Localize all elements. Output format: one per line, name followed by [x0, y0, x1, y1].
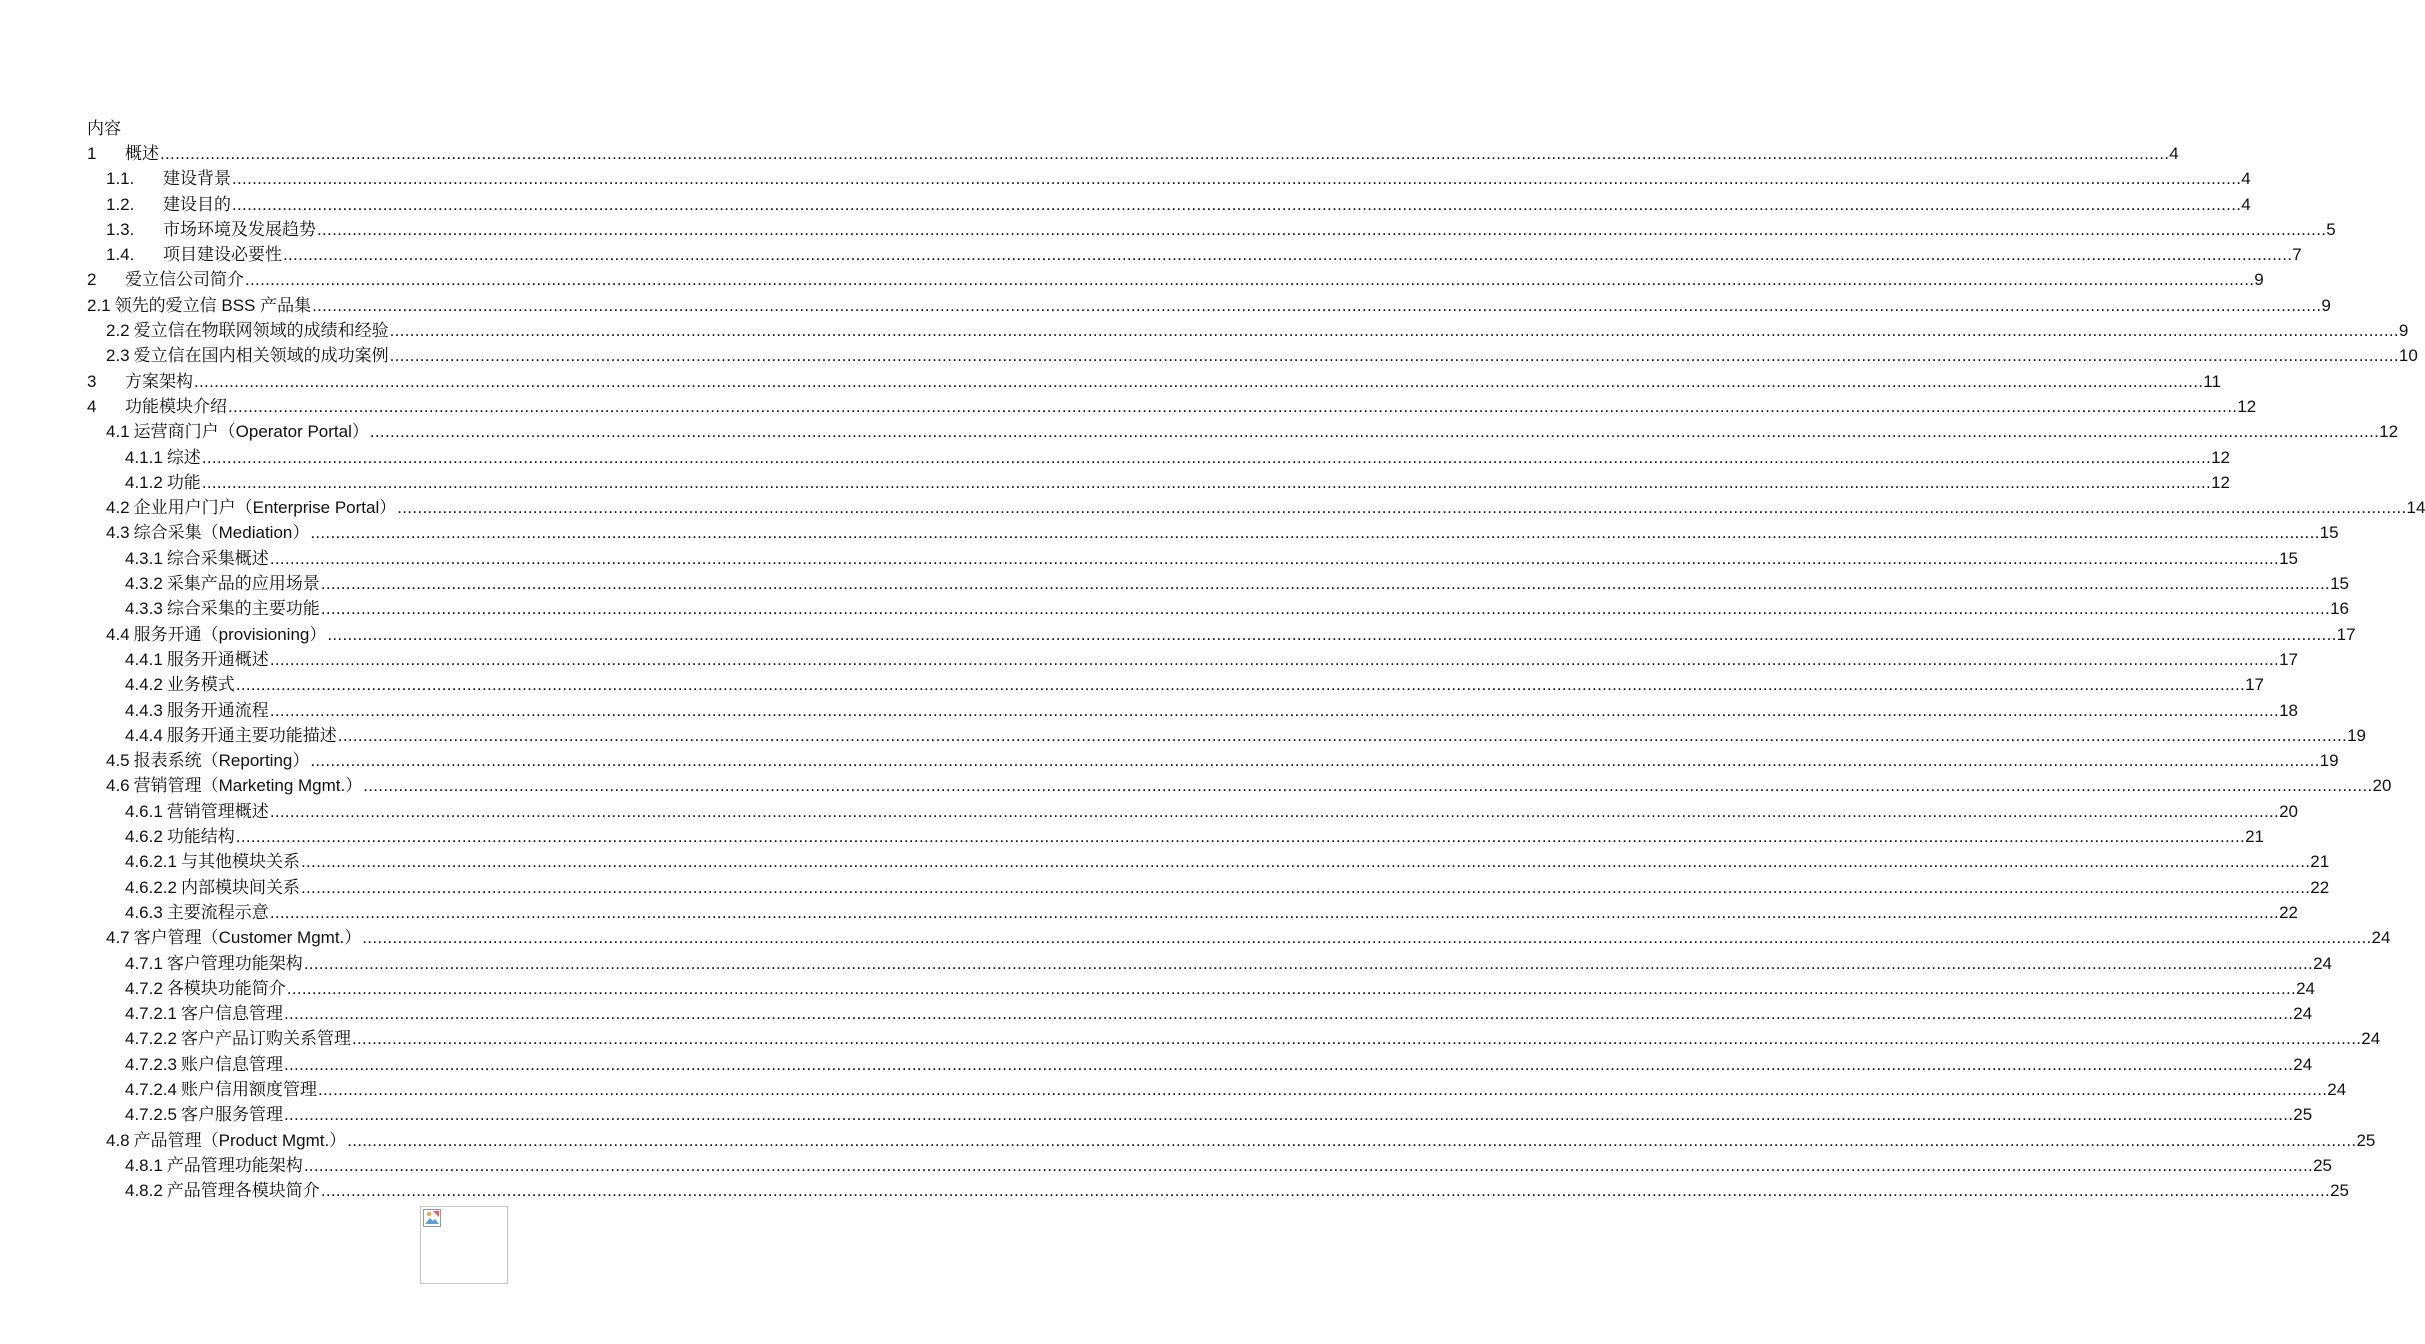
- toc-dot-leader: ................................................................................................................................................................................................................................................................................................................................................................................................................: [389, 321, 2399, 341]
- toc-dot-leader: ................................................................................................................................................................................................................................................................................................................................................................................................................: [284, 1004, 2294, 1024]
- toc-dot-leader: ................................................................................................................................................................................................................................................................................................................................................................................................................: [320, 599, 2331, 619]
- toc-dot-leader: ................................................................................................................................................................................................................................................................................................................................................................................................................: [228, 396, 2238, 416]
- toc-entry-page-number: 24: [2296, 978, 2315, 998]
- toc-entry-number: 4.6.2: [125, 827, 163, 847]
- toc-entry-page-number: 12: [2211, 447, 2230, 467]
- toc-entry-title: 功能: [166, 472, 201, 492]
- toc-entry-title: 概述: [125, 144, 159, 163]
- toc-entry[interactable]: [0, 1001, 2313, 1026]
- toc-entry-page-number: 4: [2241, 194, 2251, 214]
- toc-entry[interactable]: [0, 217, 2336, 242]
- toc-entry-title: 产品管理（Product Mgmt.）: [133, 1130, 347, 1150]
- toc-entry-number: 1.1.: [106, 169, 135, 189]
- toc-dot-leader: ................................................................................................................................................................................................................................................................................................................................................................................................................: [284, 1054, 2294, 1074]
- toc-entry-number: 4.6.2.2: [125, 877, 177, 897]
- toc-entry-title: 服务开通主要功能描述: [166, 725, 337, 745]
- toc-entry[interactable]: [0, 824, 2264, 849]
- toc-entry[interactable]: [0, 1128, 2376, 1153]
- toc-entry-title: 建设目的: [163, 194, 231, 214]
- toc-entry[interactable]: [0, 192, 2251, 217]
- toc-entry-number: 4.4: [106, 624, 130, 644]
- toc-entry-title: 客户管理（Customer Mgmt.）: [133, 928, 362, 948]
- toc-entry-number: 1.3.: [106, 219, 135, 239]
- toc-entry[interactable]: [0, 242, 2302, 267]
- toc-entry-number: 4.6.2.1: [125, 852, 177, 872]
- toc-entry[interactable]: [0, 470, 2230, 495]
- toc-entry[interactable]: [0, 1102, 2313, 1127]
- toc-entry-number: 4.4.4: [125, 725, 163, 745]
- toc-entry-number: 4.7.2.5: [125, 1105, 177, 1125]
- toc-entry-title: 企业用户门户（Enterprise Portal）: [133, 498, 397, 518]
- toc-entry[interactable]: [0, 698, 2298, 723]
- toc-entry-number: 4.3.1: [125, 548, 163, 568]
- toc-entry[interactable]: [0, 546, 2298, 571]
- toc-entry-page-number: 24: [2361, 1029, 2381, 1049]
- toc-entry-title: 与其他模块关系: [181, 852, 300, 872]
- toc-entry-number: 2: [87, 270, 97, 290]
- toc-entry-number: 4.7.2.2: [125, 1029, 177, 1049]
- toc-entry-number: 1: [87, 144, 97, 163]
- toc-dot-leader: ................................................................................................................................................................................................................................................................................................................................................................................................................: [232, 194, 2242, 214]
- toc-entry[interactable]: [0, 141, 2179, 166]
- toc-entry[interactable]: [0, 166, 2251, 191]
- toc-entry-number: 4.7.2.4: [125, 1079, 177, 1099]
- toc-entry-title: 爱立信公司简介: [125, 270, 244, 290]
- toc-entry-page-number: 9: [2321, 295, 2331, 315]
- toc-entry-page-number: 19: [2319, 751, 2339, 771]
- toc-entry[interactable]: [0, 1178, 2349, 1203]
- toc-entry-number: 4.2: [106, 498, 130, 518]
- toc-entry-number: 4.6.1: [125, 801, 163, 821]
- toc-dot-leader: ................................................................................................................................................................................................................................................................................................................................................................................................................: [317, 219, 2327, 239]
- toc-entry-page-number: 15: [2319, 523, 2339, 543]
- toc-entry-title: 市场环境及发展趋势: [163, 219, 316, 239]
- toc-dot-leader: ................................................................................................................................................................................................................................................................................................................................................................................................................: [320, 574, 2331, 594]
- toc-dot-leader: ................................................................................................................................................................................................................................................................................................................................................................................................................: [362, 928, 2372, 948]
- toc-entry-title: 建设背景: [163, 169, 231, 189]
- toc-dot-leader: ................................................................................................................................................................................................................................................................................................................................................................................................................: [194, 371, 2204, 391]
- toc-dot-leader: ................................................................................................................................................................................................................................................................................................................................................................................................................: [337, 725, 2348, 745]
- toc-entry-number: 4.8: [106, 1130, 130, 1150]
- toc-dot-leader: ................................................................................................................................................................................................................................................................................................................................................................................................................: [245, 270, 2255, 290]
- toc-dot-leader: ................................................................................................................................................................................................................................................................................................................................................................................................................: [389, 346, 2399, 366]
- toc-entry[interactable]: [0, 773, 2392, 798]
- toc-entry-title: 客户服务管理: [181, 1105, 283, 1125]
- toc-entry[interactable]: [0, 293, 2331, 318]
- toc-entry-title: 项目建设必要性: [163, 245, 282, 265]
- toc-entry-page-number: 24: [2371, 928, 2391, 948]
- toc-entry-number: 2.3: [106, 346, 130, 366]
- toc-entry-title: 内部模块间关系: [181, 877, 300, 897]
- toc-entry-title: 营销管理（Marketing Mgmt.）: [133, 776, 363, 796]
- toc-entry[interactable]: [0, 748, 2339, 773]
- toc-dot-leader: ................................................................................................................................................................................................................................................................................................................................................................................................................: [318, 1079, 2328, 1099]
- toc-entry-number: 4.1.1: [125, 447, 163, 467]
- toc-entry-page-number: 17: [2279, 649, 2298, 669]
- toc-entry-number: 4.1.2: [125, 472, 163, 492]
- toc-dot-leader: ................................................................................................................................................................................................................................................................................................................................................................................................................: [201, 472, 2212, 492]
- toc-entry[interactable]: [0, 445, 2230, 470]
- toc-entry-page-number: 25: [2293, 1105, 2313, 1125]
- toc-entry-title: 综合采集概述: [166, 548, 269, 568]
- toc-entry-title: 综合采集（Mediation）: [133, 523, 310, 543]
- toc-entry[interactable]: [0, 571, 2349, 596]
- toc-entry[interactable]: [0, 723, 2366, 748]
- toc-entry-number: 4.4.3: [125, 700, 163, 720]
- toc-dot-leader: ................................................................................................................................................................................................................................................................................................................................................................................................................: [286, 978, 2297, 998]
- toc-dot-leader: ................................................................................................................................................................................................................................................................................................................................................................................................................: [269, 649, 2280, 669]
- toc-entry-number: 2.2: [106, 321, 130, 341]
- toc-dot-leader: ................................................................................................................................................................................................................................................................................................................................................................................................................: [235, 675, 2246, 695]
- toc-entry[interactable]: [0, 369, 2221, 394]
- toc-entry-page-number: 18: [2279, 700, 2298, 720]
- toc-entry-page-number: 20: [2372, 776, 2392, 796]
- toc-entry-title: 功能结构: [166, 827, 235, 847]
- toc-entry-number: 1.2.: [106, 194, 135, 214]
- toc-dot-leader: ................................................................................................................................................................................................................................................................................................................................................................................................................: [269, 700, 2280, 720]
- toc-entry[interactable]: [0, 495, 2425, 520]
- toc-entry-title: 服务开通概述: [166, 649, 269, 669]
- toc-entry-page-number: 21: [2310, 852, 2330, 872]
- toc-entry-number: 4.8.2: [125, 1181, 163, 1201]
- toc-entry-title: 客户信息管理: [181, 1004, 283, 1024]
- toc-entry-number: 4.4.1: [125, 649, 163, 669]
- toc-entry-number: 4.4.2: [125, 675, 163, 695]
- toc-entry-title: 主要流程示意: [166, 902, 269, 922]
- toc-entry[interactable]: [0, 875, 2330, 900]
- toc-entry-title: 运营商门户（Operator Portal）: [133, 422, 369, 442]
- toc-entry-title: 业务模式: [166, 675, 235, 695]
- toc-entry-title: 综合采集的主要功能: [166, 599, 320, 619]
- toc-list: [0, 141, 2425, 1203]
- toc-dot-leader: ................................................................................................................................................................................................................................................................................................................................................................................................................: [363, 776, 2373, 796]
- toc-heading: 内容: [87, 119, 121, 138]
- toc-entry[interactable]: [0, 647, 2298, 672]
- toc-entry-title: 采集产品的应用场景: [166, 574, 320, 594]
- broken-image-placeholder: [420, 1206, 508, 1284]
- toc-entry-title: 营销管理概述: [166, 801, 269, 821]
- toc-entry[interactable]: [0, 1077, 2347, 1102]
- toc-dot-leader: ................................................................................................................................................................................................................................................................................................................................................................................................................: [397, 498, 2407, 518]
- toc-entry-title: 产品管理功能架构: [166, 1155, 303, 1175]
- toc-entry-number: 1.4.: [106, 245, 135, 265]
- toc-entry-number: 4.7.1: [125, 953, 163, 973]
- toc-entry-number: 3: [87, 371, 97, 391]
- toc-entry-number: 4.7.2: [125, 978, 163, 998]
- toc-entry-number: 4.5: [106, 751, 130, 771]
- toc-entry-title: 服务开通流程: [166, 700, 269, 720]
- toc-dot-leader: ................................................................................................................................................................................................................................................................................................................................................................................................................: [303, 953, 2314, 973]
- toc-entry-page-number: 22: [2279, 902, 2298, 922]
- toc-entry-page-number: 24: [2293, 1054, 2313, 1074]
- toc-entry-page-number: 15: [2279, 548, 2298, 568]
- toc-entry-page-number: 17: [2245, 675, 2264, 695]
- toc-entry-number: 2.1: [87, 295, 111, 315]
- toc-entry-page-number: 5: [2326, 219, 2336, 239]
- toc-entry-title: 报表系统（Reporting）: [133, 751, 310, 771]
- toc-entry[interactable]: [0, 1153, 2332, 1178]
- toc-dot-leader: ................................................................................................................................................................................................................................................................................................................................................................................................................: [269, 902, 2280, 922]
- toc-entry-page-number: 7: [2292, 245, 2302, 265]
- toc-dot-leader: ................................................................................................................................................................................................................................................................................................................................................................................................................: [269, 801, 2280, 821]
- toc-entry-title: 客户管理功能架构: [166, 953, 303, 973]
- toc-entry-page-number: 25: [2330, 1181, 2349, 1201]
- toc-entry-number: 4.3.3: [125, 599, 163, 619]
- toc-entry-title: 账户信息管理: [181, 1054, 283, 1074]
- toc-dot-leader: ................................................................................................................................................................................................................................................................................................................................................................................................................: [235, 827, 2246, 847]
- toc-entry[interactable]: [0, 900, 2298, 925]
- toc-entry-title: 功能模块介绍: [125, 396, 227, 416]
- toc-entry-number: 4.7: [106, 928, 130, 948]
- toc-entry-title: 方案架构: [125, 371, 193, 391]
- toc-entry[interactable]: [0, 267, 2264, 292]
- toc-dot-leader: ................................................................................................................................................................................................................................................................................................................................................................................................................: [232, 169, 2242, 189]
- toc-entry-page-number: 12: [2211, 472, 2230, 492]
- toc-entry-page-number: 22: [2310, 877, 2330, 897]
- toc-entry-title: 产品管理各模块简介: [166, 1181, 320, 1201]
- toc-entry[interactable]: [0, 951, 2332, 976]
- toc-entry-title: 综述: [166, 447, 201, 467]
- toc-entry-page-number: 21: [2245, 827, 2264, 847]
- toc-entry-title: 服务开通（provisioning）: [133, 624, 327, 644]
- toc-entry[interactable]: [0, 672, 2264, 697]
- toc-entry-page-number: 4: [2241, 169, 2251, 189]
- toc-dot-leader: ................................................................................................................................................................................................................................................................................................................................................................................................................: [303, 1155, 2314, 1175]
- toc-entry-page-number: 24: [2293, 1004, 2313, 1024]
- toc-entry-title: 客户产品订购关系管理: [181, 1029, 351, 1049]
- toc-entry-page-number: 11: [2203, 371, 2221, 391]
- toc-entry-page-number: 12: [2379, 422, 2399, 442]
- toc-dot-leader: ................................................................................................................................................................................................................................................................................................................................................................................................................: [310, 751, 2320, 771]
- toc-dot-leader: ................................................................................................................................................................................................................................................................................................................................................................................................................: [369, 422, 2380, 442]
- toc-entry[interactable]: [0, 419, 2399, 444]
- toc-entry[interactable]: [0, 343, 2418, 368]
- toc-entry[interactable]: [0, 1026, 2381, 1051]
- toc-dot-leader: ................................................................................................................................................................................................................................................................................................................................................................................................................: [284, 1105, 2294, 1125]
- toc-entry-page-number: 12: [2237, 396, 2257, 416]
- toc-entry-page-number: 16: [2330, 599, 2349, 619]
- toc-entry[interactable]: [0, 925, 2391, 950]
- toc-entry-number: 4.6: [106, 776, 130, 796]
- toc-entry-number: 4.1: [106, 422, 130, 442]
- toc-entry[interactable]: [0, 520, 2339, 545]
- toc-entry-page-number: 15: [2330, 574, 2349, 594]
- toc-dot-leader: ................................................................................................................................................................................................................................................................................................................................................................................................................: [312, 295, 2322, 315]
- toc-entry-page-number: 9: [2398, 321, 2409, 341]
- toc-entry-page-number: 9: [2254, 270, 2264, 290]
- toc-entry-page-number: 10: [2398, 346, 2418, 366]
- toc-entry-number: 4.3.2: [125, 574, 163, 594]
- toc-entry-number: 4.7.2.1: [125, 1004, 177, 1024]
- toc-entry-number: 4: [87, 396, 97, 416]
- toc-entry-page-number: 25: [2356, 1130, 2376, 1150]
- toc-entry-title: 领先的爱立信 BSS 产品集: [114, 295, 312, 315]
- toc-dot-leader: ................................................................................................................................................................................................................................................................................................................................................................................................................: [301, 852, 2311, 872]
- toc-entry-page-number: 20: [2279, 801, 2298, 821]
- toc-entry-number: 4.8.1: [125, 1155, 163, 1175]
- toc-entry[interactable]: [0, 394, 2257, 419]
- toc-dot-leader: ................................................................................................................................................................................................................................................................................................................................................................................................................: [320, 1181, 2331, 1201]
- toc-entry[interactable]: [0, 596, 2349, 621]
- toc-entry-title: 爱立信在国内相关领域的成功案例: [133, 346, 389, 366]
- toc-dot-leader: ................................................................................................................................................................................................................................................................................................................................................................................................................: [310, 523, 2320, 543]
- toc-entry[interactable]: [0, 976, 2315, 1001]
- toc-entry-page-number: 17: [2336, 624, 2356, 644]
- toc-dot-leader: ................................................................................................................................................................................................................................................................................................................................................................................................................: [269, 548, 2280, 568]
- toc-entry[interactable]: [0, 622, 2356, 647]
- toc-dot-leader: ................................................................................................................................................................................................................................................................................................................................................................................................................: [327, 624, 2337, 644]
- toc-entry-page-number: 24: [2327, 1079, 2347, 1099]
- toc-dot-leader: ................................................................................................................................................................................................................................................................................................................................................................................................................: [301, 877, 2311, 897]
- toc-entry[interactable]: [0, 318, 2409, 343]
- toc-entry[interactable]: [0, 849, 2330, 874]
- toc-entry-number: 4.6.3: [125, 902, 163, 922]
- toc-dot-leader: ................................................................................................................................................................................................................................................................................................................................................................................................................: [201, 447, 2212, 467]
- toc-entry-page-number: 24: [2313, 953, 2332, 973]
- toc-entry[interactable]: [0, 1052, 2313, 1077]
- toc-entry[interactable]: [0, 799, 2298, 824]
- toc-entry-title: 账户信用额度管理: [181, 1079, 317, 1099]
- toc-entry-number: 4.7.2.3: [125, 1054, 177, 1074]
- broken-image-icon: [423, 1209, 441, 1227]
- toc-dot-leader: ................................................................................................................................................................................................................................................................................................................................................................................................................: [160, 144, 2170, 163]
- toc-entry-title: 各模块功能简介: [166, 978, 286, 998]
- toc-entry-title: 爱立信在物联网领域的成绩和经验: [133, 321, 389, 341]
- toc-entry-number: 4.3: [106, 523, 130, 543]
- toc-dot-leader: ................................................................................................................................................................................................................................................................................................................................................................................................................: [352, 1029, 2362, 1049]
- toc-dot-leader: ................................................................................................................................................................................................................................................................................................................................................................................................................: [283, 245, 2293, 265]
- toc-entry-page-number: 25: [2313, 1155, 2332, 1175]
- toc-entry-page-number: 14: [2406, 498, 2425, 518]
- toc-dot-leader: ................................................................................................................................................................................................................................................................................................................................................................................................................: [347, 1130, 2357, 1150]
- toc-entry-page-number: 4: [2169, 144, 2179, 163]
- toc-entry-page-number: 19: [2347, 725, 2366, 745]
